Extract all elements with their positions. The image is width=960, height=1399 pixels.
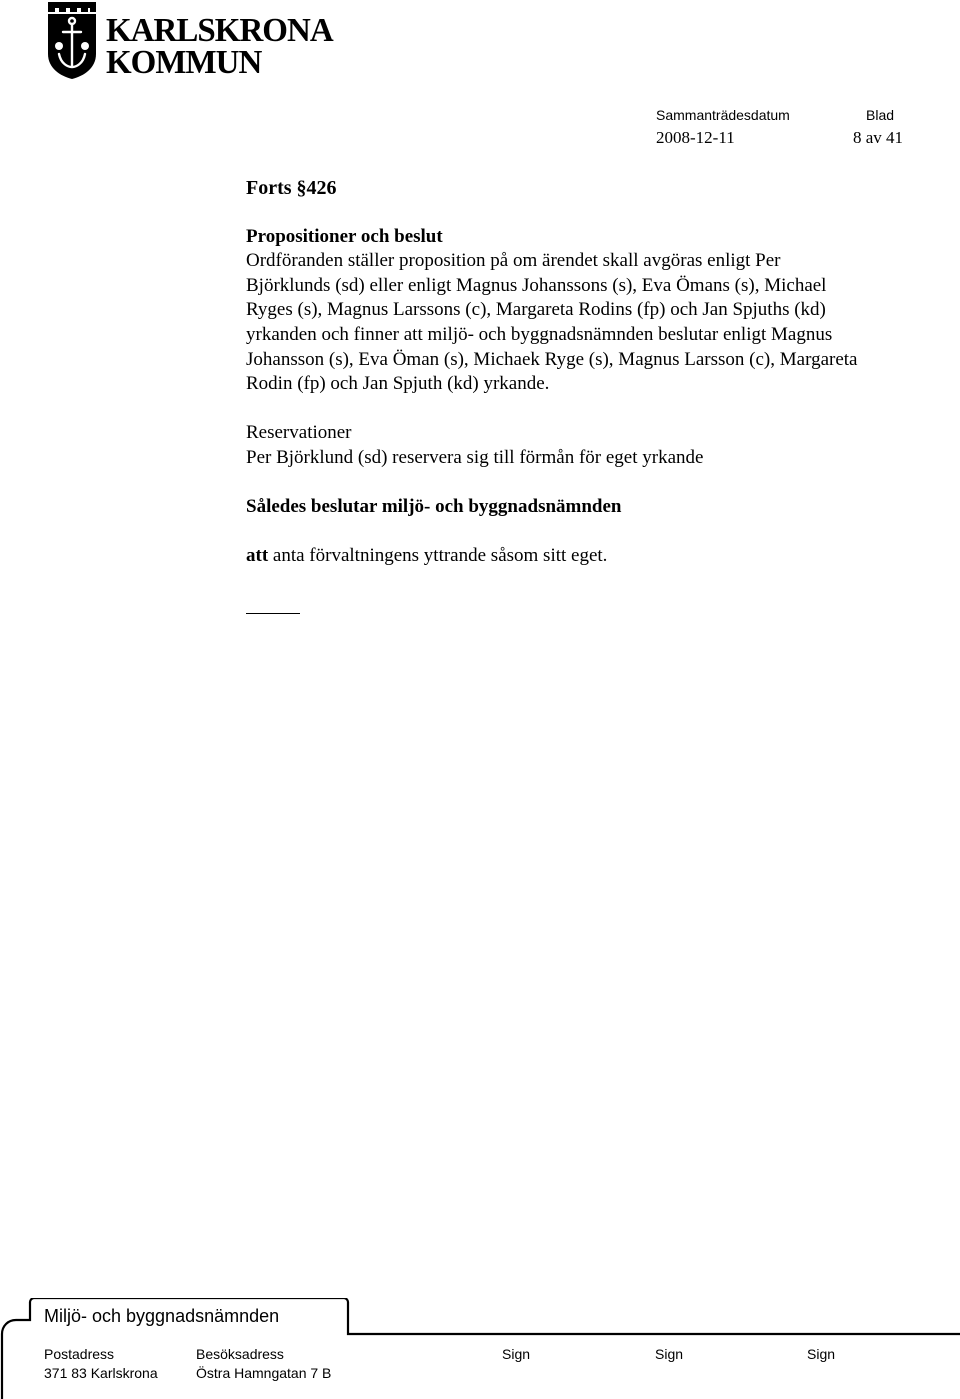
- decision-att: att: [246, 545, 269, 567]
- visiting-address-label: Besöksadress: [196, 1346, 284, 1362]
- propositions-line: Ordföranden ställer proposition på om ärendet skall avgöras enligt Per: [246, 250, 781, 272]
- visiting-address-value: Östra Hamngatan 7 B: [196, 1365, 332, 1381]
- decision-heading: Således beslutar miljö- och byggnadsnämnden: [246, 496, 622, 518]
- meeting-date-label: Sammanträdesdatum: [656, 107, 790, 123]
- logo-word-kommun: KOMMUN: [106, 44, 262, 81]
- sign-label-2: Sign: [655, 1346, 684, 1362]
- decision-paragraph: [246, 544, 946, 569]
- document-body: [246, 176, 946, 614]
- logo-word-karlskrona: KARLSKRONA: [106, 12, 333, 49]
- reservations-text: Per Björklund (sd) reservera sig till förmån för eget yrkande: [246, 446, 704, 468]
- propositions-line: Ryges (s), Magnus Larssons (c), Margareta Rodins (fp) och Jan Spjuths (kd): [246, 299, 826, 321]
- reservations-heading: Reservationer: [246, 422, 352, 444]
- propositions-heading: Propositioner och beslut: [246, 225, 443, 247]
- decision-text: anta förvaltningens yttrande såsom sitt eget.: [268, 545, 608, 567]
- coat-of-arms-icon: [44, 2, 100, 80]
- propositions-line: yrkanden och finner att miljö- och byggnadsnämnden beslutar enligt Magnus: [246, 323, 833, 345]
- footer-committee-name: Miljö- och byggnadsnämnden: [44, 1306, 280, 1326]
- page-value: 8 av 41: [853, 128, 904, 147]
- propositions-line: Rodin (fp) och Jan Spjuth (kd) yrkande.: [246, 373, 550, 395]
- postal-address-value: 371 83 Karlskrona: [44, 1365, 158, 1381]
- karlskrona-logo: [44, 2, 344, 82]
- sign-label-1: Sign: [502, 1346, 531, 1362]
- postal-address-label: Postadress: [44, 1346, 115, 1362]
- section-end-rule: [246, 613, 300, 614]
- page-label: Blad: [866, 107, 895, 123]
- section-title: Forts §426: [246, 177, 337, 199]
- sign-label-3: Sign: [807, 1346, 836, 1362]
- propositions-line: Johansson (s), Eva Öman (s), Michaek Ryge (s), Magnus Larsson (c), Margareta: [246, 348, 858, 370]
- propositions-line: Björklunds (sd) eller enligt Magnus Johanssons (s), Eva Ömans (s), Michael: [246, 274, 827, 296]
- meeting-date-value: 2008-12-11: [656, 128, 735, 147]
